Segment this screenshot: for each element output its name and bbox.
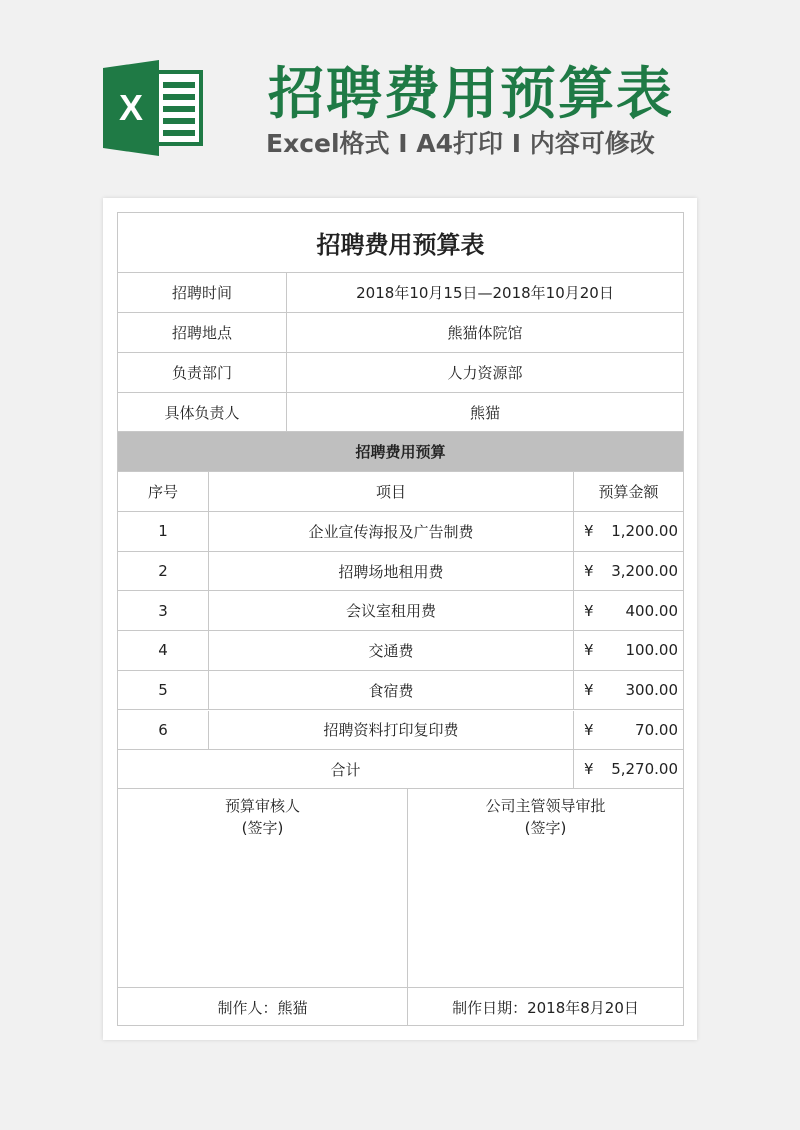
table-row xyxy=(118,512,683,552)
header-amount: 预算金额 xyxy=(598,483,659,501)
maker: 制作人：熊猫 xyxy=(118,988,408,1026)
signature-cell[interactable] xyxy=(118,789,408,987)
section-header xyxy=(118,432,683,472)
item-seq: 4 xyxy=(118,631,209,670)
budget-table xyxy=(117,212,684,1026)
table-row xyxy=(118,711,683,751)
item-amount: 300.00 xyxy=(625,681,678,700)
currency-symbol: ¥ xyxy=(584,720,594,739)
total-amount: 5,270.00 xyxy=(611,760,678,778)
info-label: 招聘时间 xyxy=(118,273,287,312)
banner-title: 招聘费用预算表 xyxy=(268,62,674,127)
item-seq: 1 xyxy=(118,512,209,551)
excel-logo-icon xyxy=(103,60,203,156)
signature-role: 预算审核人 xyxy=(224,797,300,815)
section-title: 招聘费用预算 xyxy=(355,443,446,461)
banner-subtitle: Excel格式 I A4打印 I 内容可修改 xyxy=(266,129,655,158)
item-seq: 2 xyxy=(118,552,209,591)
signature-cell[interactable] xyxy=(408,789,683,987)
signature-note: (签字) xyxy=(524,819,567,837)
item-name: 招聘资料打印复印费 xyxy=(209,711,574,750)
info-row xyxy=(118,353,683,393)
item-seq: 6 xyxy=(118,711,209,750)
info-label: 具体负责人 xyxy=(118,393,287,431)
table-row xyxy=(118,552,683,592)
signature-role: 公司主管领导审批 xyxy=(485,797,606,815)
total-label: 合计 xyxy=(118,750,574,788)
item-name: 企业宣传海报及广告制费 xyxy=(209,512,574,551)
header-seq: 序号 xyxy=(118,472,209,511)
sheet-title-row xyxy=(118,213,683,273)
table-row xyxy=(118,591,683,631)
currency-symbol: ¥ xyxy=(584,562,594,581)
signature-row xyxy=(118,789,683,988)
item-seq: 5 xyxy=(118,671,209,710)
currency-symbol: ¥ xyxy=(584,681,594,700)
currency-symbol: ¥ xyxy=(584,601,594,620)
info-value: 2018年10月15日—2018年10月20日 xyxy=(356,284,614,302)
make-date: 制作日期：2018年8月20日 xyxy=(452,998,639,1017)
item-name: 食宿费 xyxy=(209,671,574,710)
item-amount: 100.00 xyxy=(625,641,678,660)
info-row xyxy=(118,313,683,353)
total-row xyxy=(118,750,683,789)
item-amount: 1,200.00 xyxy=(611,522,678,541)
item-name: 交通费 xyxy=(209,631,574,670)
logo-letter: X xyxy=(118,87,144,128)
table-header xyxy=(118,472,683,512)
currency-symbol: ¥ xyxy=(584,522,594,541)
info-row xyxy=(118,393,683,432)
table-row xyxy=(118,631,683,671)
currency-symbol: ¥ xyxy=(584,760,594,778)
item-name: 会议室租用费 xyxy=(209,591,574,630)
footer-row xyxy=(118,988,683,1026)
info-label: 负责部门 xyxy=(118,353,287,392)
item-amount: 3,200.00 xyxy=(611,562,678,581)
info-label: 招聘地点 xyxy=(118,313,287,352)
item-seq: 3 xyxy=(118,591,209,630)
item-amount: 400.00 xyxy=(625,601,678,620)
item-amount: 70.00 xyxy=(635,720,678,739)
info-value: 熊猫 xyxy=(469,403,500,422)
signature-note: (签字) xyxy=(241,819,284,837)
item-name: 招聘场地租用费 xyxy=(209,552,574,591)
currency-symbol: ¥ xyxy=(584,641,594,660)
info-row xyxy=(118,273,683,313)
sheet-title: 招聘费用预算表 xyxy=(316,231,485,259)
header-item: 项目 xyxy=(209,472,574,511)
info-value: 人力资源部 xyxy=(447,364,523,382)
info-value: 熊猫体院馆 xyxy=(447,324,523,342)
table-row xyxy=(118,671,683,711)
